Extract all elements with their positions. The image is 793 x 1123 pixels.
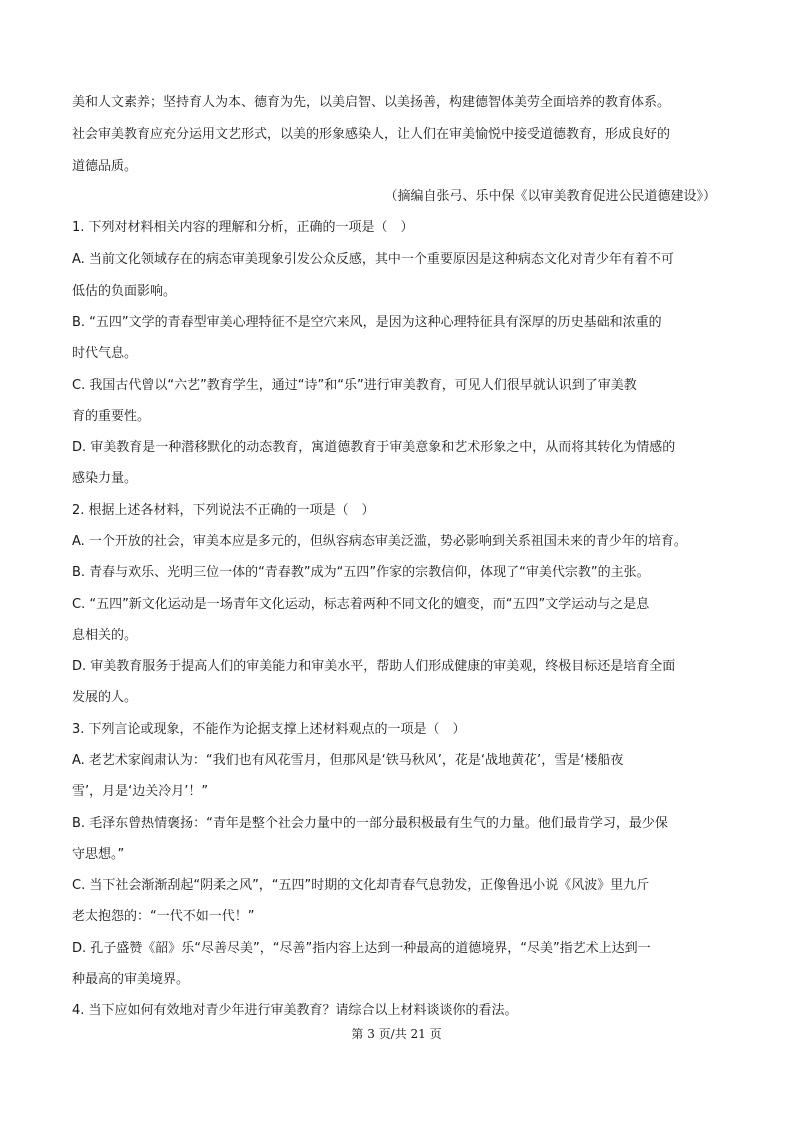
passage-source: （摘编自张弓、乐中保《以审美教育促进公民道德建设》） — [384, 189, 716, 204]
passage-line: 社会审美教育应充分运用文艺形式，以美的形象感染人，让人们在审美愉悦中接受道德教育，形成良好的 — [72, 127, 671, 142]
question-3-option-d-cont: 种最高的审美境界。 — [72, 972, 190, 987]
question-2-option-c-cont: 息相关的。 — [72, 628, 138, 643]
question-2-stem: 2. 根据上述各材料，下列说法不正确的一项是（ ） — [72, 503, 375, 518]
question-1-option-c-cont: 育的重要性。 — [72, 409, 151, 424]
question-3-option-a: A. 老艺术家阎肃认为：“我们也有风花雪月，但那风是‘铁马秋风’，花是‘战地黄花’，雪是‘楼船夜 — [72, 753, 624, 768]
question-3-option-a-cont: 雪’，月是‘边关冷月’！” — [72, 784, 209, 799]
question-3-option-c: C. 当下社会渐渐刮起“阴柔之风”，“五四”时期的文化却青春气息勃发，正像鲁迅小说《风波》里九斤 — [72, 878, 650, 893]
question-1-option-a: A. 当前文化领域存在的病态审美现象引发公众反感，其中一个重要原因是这种病态文化对青少年有着不可 — [72, 252, 674, 267]
question-4-stem: 4. 当下应如何有效地对青少年进行审美教育？请综合以上材料谈谈你的看法。 — [72, 1003, 518, 1018]
question-3-option-b-cont: 守思想。” — [72, 847, 125, 862]
question-1-option-d-cont: 感染力量。 — [72, 471, 138, 486]
question-1-option-b-cont: 时代气息。 — [72, 346, 138, 361]
passage-line: 道德品质。 — [72, 159, 138, 174]
question-1-option-c: C. 我国古代曾以“六艺”教育学生，通过“诗”和“乐”进行审美教育，可见人们很早就认识到了审美教 — [72, 378, 637, 393]
question-2-option-d: D. 审美教育服务于提高人们的审美能力和审美水平，帮助人们形成健康的审美观，终极目标还是培育全面 — [72, 659, 676, 674]
question-2-option-c: C. “五四”新文化运动是一场青年文化运动，标志着两种不同文化的嬗变，而“五四”文学运动与之是息 — [72, 597, 650, 612]
passage-line: 美和人文素养；坚持育人为本、德育为先，以美启智、以美扬善，构建德智体美劳全面培养的教育体系。 — [72, 95, 671, 110]
question-2-option-a: A. 一个开放的社会，审美本应是多元的，但纵容病态审美泛滥，势必影响到关系祖国未来的青少年的培育。 — [72, 534, 687, 549]
question-1-stem: 1. 下列对材料相关内容的理解和分析，正确的一项是（ ） — [72, 220, 414, 235]
question-1-option-d: D. 审美教育是一种潜移默化的动态教育，寓道德教育于审美意象和艺术形象之中，从而将其转化为情感的 — [72, 440, 676, 455]
question-3-option-c-cont: 老太抱怨的：“一代不如一代！” — [72, 909, 255, 924]
question-1-option-b: B. “五四”文学的青春型审美心理特征不是空穴来风，是因为这种心理特征具有深厚的历史基础和浓重的 — [72, 315, 662, 330]
question-2-option-b: B. 青春与欢乐、光明三位一体的“青春教”成为“五四”作家的宗教信仰，体现了“审美代宗教”的主张。 — [72, 565, 650, 580]
question-3-stem: 3. 下列言论或现象，不能作为论据支撑上述材料观点的一项是（ ） — [72, 722, 466, 737]
question-2-option-d-cont: 发展的人。 — [72, 690, 138, 705]
question-3-option-b: B. 毛泽东曾热情褒扬：“青年是整个社会力量中的一部分最积极最有生气的力量。他们最肯学习，最少保 — [72, 816, 668, 831]
page-number: 第 3 页/共 21 页 — [351, 1027, 442, 1041]
question-1-option-a-cont: 低估的负面影响。 — [72, 284, 177, 299]
question-3-option-d: D. 孔子盛赞《韶》乐“尽善尽美”，“尽善”指内容上达到一种最高的道德境界，“尽美”指艺术上达到一 — [72, 941, 651, 956]
